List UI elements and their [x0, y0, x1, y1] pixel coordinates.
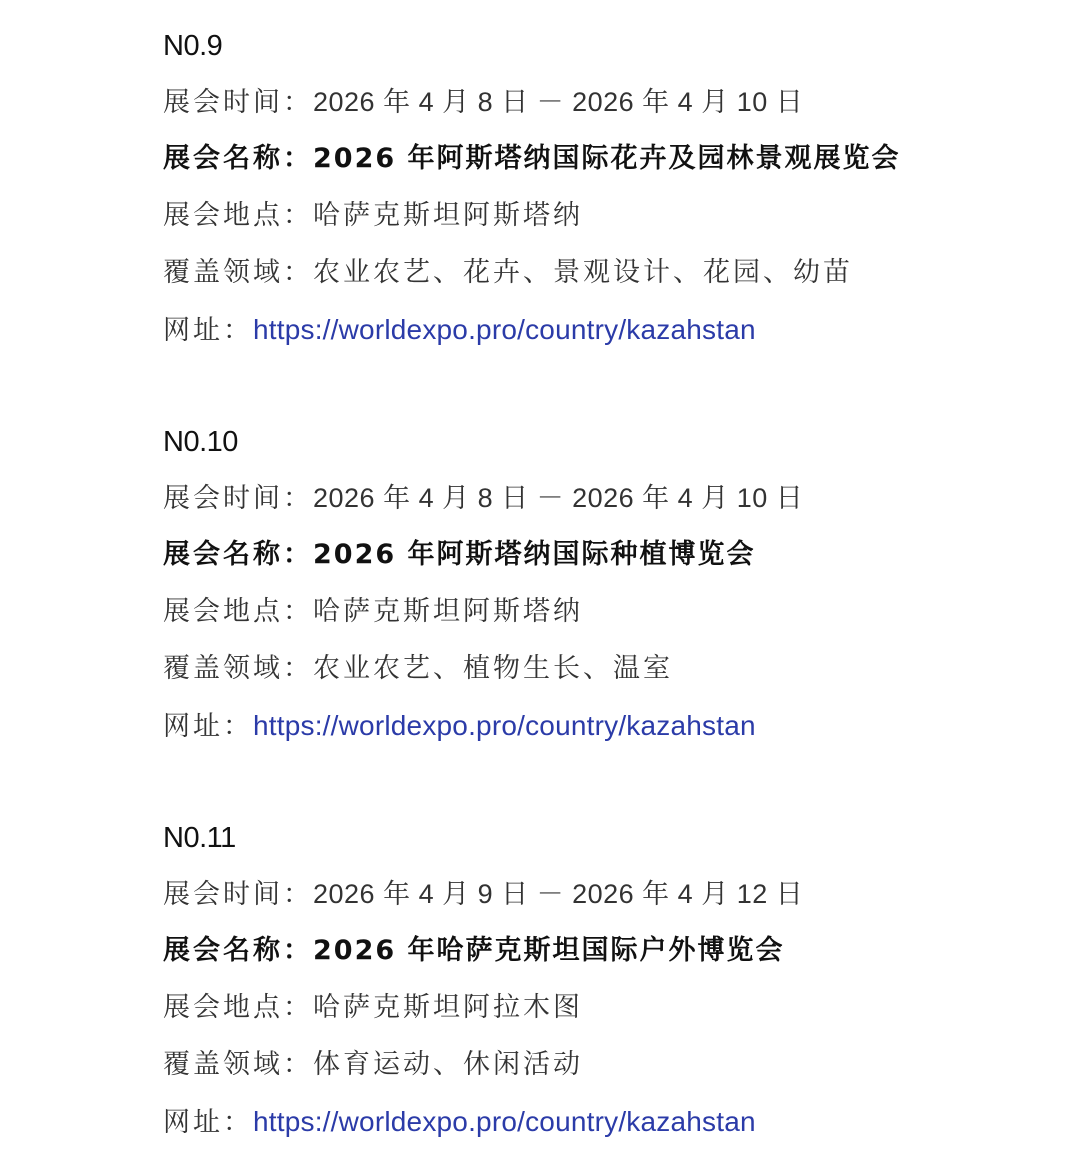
- expo-time-value: 2026 年 4 月 8 日 － 2026 年 4 月 10 日: [313, 87, 804, 117]
- expo-name-value: 2026 年阿斯塔纳国际种植博览会: [313, 539, 756, 570]
- expo-name-value: 2026 年阿斯塔纳国际花卉及园林景观展览会: [313, 143, 901, 174]
- expo-location-row: [163, 592, 1063, 649]
- expo-name-label: 展会名称：: [163, 143, 313, 174]
- expo-time-value: 2026 年 4 月 9 日 － 2026 年 4 月 12 日: [313, 879, 804, 909]
- expo-field-value: 农业农艺、植物生长、温室: [313, 653, 673, 684]
- entry-number: N0.9: [163, 30, 223, 62]
- expo-location-label: 展会地点：: [163, 992, 313, 1023]
- expo-time-row: [163, 874, 1063, 931]
- expo-url-row: [163, 310, 1063, 367]
- expo-location-label: 展会地点：: [163, 596, 313, 627]
- expo-name-value: 2026 年哈萨克斯坦国际户外博览会: [313, 935, 785, 966]
- expo-location-value: 哈萨克斯坦阿斯塔纳: [313, 200, 583, 231]
- expo-field-label: 覆盖领域：: [163, 1049, 313, 1080]
- expo-field-value: 体育运动、休闲活动: [313, 1049, 583, 1080]
- expo-location-row: [163, 988, 1063, 1045]
- expo-location-value: 哈萨克斯坦阿拉木图: [313, 992, 583, 1023]
- expo-time-value: 2026 年 4 月 8 日 － 2026 年 4 月 10 日: [313, 483, 804, 513]
- entry-number: N0.10: [163, 426, 238, 458]
- expo-url-link[interactable]: https://worldexpo.pro/country/kazahstan: [253, 1106, 756, 1137]
- expo-url-row: [163, 706, 1063, 763]
- expo-url-label: 网址：: [163, 711, 253, 742]
- expo-name-label: 展会名称：: [163, 539, 313, 570]
- expo-field-value: 农业农艺、花卉、景观设计、花园、幼苗: [313, 257, 853, 288]
- expo-entry: [163, 26, 1063, 367]
- expo-location-value: 哈萨克斯坦阿斯塔纳: [313, 596, 583, 627]
- expo-url-link[interactable]: https://worldexpo.pro/country/kazahstan: [253, 710, 756, 741]
- expo-url-link[interactable]: https://worldexpo.pro/country/kazahstan: [253, 314, 756, 345]
- expo-location-row: [163, 196, 1063, 253]
- expo-field-row: [163, 649, 1063, 706]
- expo-entry: [163, 818, 1063, 1159]
- expo-field-row: [163, 1045, 1063, 1102]
- expo-field-row: [163, 253, 1063, 310]
- expo-time-label: 展会时间：: [163, 87, 313, 118]
- expo-name-row: [163, 931, 1063, 988]
- expo-name-label: 展会名称：: [163, 935, 313, 966]
- expo-name-row: [163, 139, 1063, 196]
- entry-number: N0.11: [163, 822, 236, 854]
- expo-location-label: 展会地点：: [163, 200, 313, 231]
- expo-url-row: [163, 1102, 1063, 1159]
- expo-time-label: 展会时间：: [163, 483, 313, 514]
- expo-field-label: 覆盖领域：: [163, 653, 313, 684]
- expo-url-label: 网址：: [163, 1107, 253, 1138]
- expo-entry: [163, 422, 1063, 763]
- expo-time-row: [163, 478, 1063, 535]
- expo-time-row: [163, 82, 1063, 139]
- expo-time-label: 展会时间：: [163, 879, 313, 910]
- expo-field-label: 覆盖领域：: [163, 257, 313, 288]
- expo-url-label: 网址：: [163, 315, 253, 346]
- expo-name-row: [163, 535, 1063, 592]
